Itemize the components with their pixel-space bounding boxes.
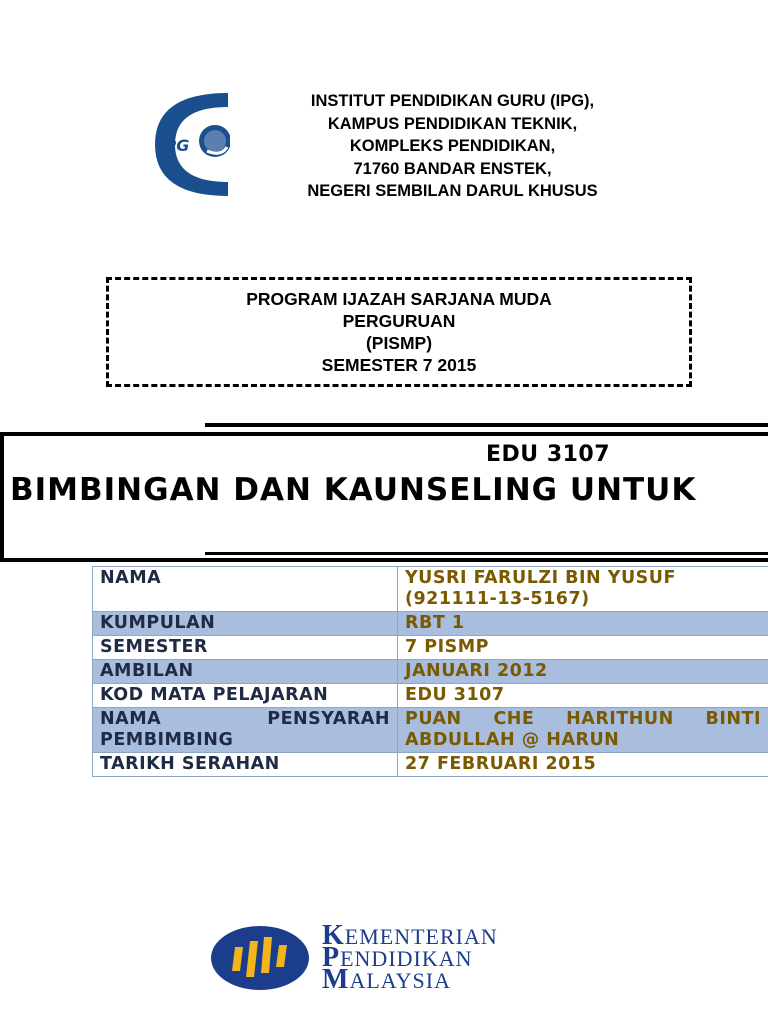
ministry-name: [322, 920, 498, 995]
value-word: PUAN: [405, 709, 462, 729]
table-row: [93, 612, 768, 636]
institution-line: NEGERI SEMBILAN DARUL KHUSUS: [307, 182, 598, 200]
value-word: CHE: [493, 709, 535, 729]
row-label: AMBILAN: [93, 660, 398, 684]
course-top-rule: [205, 423, 768, 427]
institution-line: INSTITUT PENDIDIKAN GURU (IPG),: [310, 92, 595, 110]
table-row: [93, 567, 768, 612]
row-value: EDU 3107: [398, 684, 768, 708]
row-value: [398, 567, 768, 612]
label-word: NAMA: [100, 709, 162, 729]
table-row: [93, 684, 768, 708]
ipg-logo-icon: [155, 93, 230, 196]
course-code: EDU 3107: [486, 442, 611, 467]
ministry-cap: P: [322, 942, 341, 973]
value-line: ABDULLAH @ HARUN: [405, 730, 620, 750]
program-box: [106, 277, 692, 387]
ministry-cap: M: [322, 964, 350, 995]
table-row: [93, 753, 768, 777]
ministry-rest: ALAYSIA: [349, 968, 451, 993]
program-line: PERGURUAN: [342, 311, 456, 331]
table-row: [93, 660, 768, 684]
institution-line: KAMPUS PENDIDIKAN TEKNIK,: [327, 114, 578, 133]
row-value: 7 PISMP: [398, 636, 768, 660]
value-line: YUSRI FARULZI BIN YUSUF: [405, 568, 676, 588]
row-label: NAMA: [93, 567, 398, 612]
table-row: [93, 636, 768, 660]
table-row: [93, 708, 768, 753]
institution-line: KOMPLEKS PENDIDIKAN,: [349, 137, 556, 155]
program-line: (PISMP): [365, 333, 433, 353]
program-line: SEMESTER 7 2015: [321, 355, 477, 375]
institution-address: [240, 90, 665, 203]
ipg-logo: [155, 93, 230, 196]
row-label: KOD MATA PELAJARAN: [93, 684, 398, 708]
row-value: [398, 708, 768, 753]
course-box: [0, 432, 768, 562]
row-label: KUMPULAN: [93, 612, 398, 636]
ipg-logo-text: iPG: [159, 136, 190, 155]
value-word: HARITHUN: [566, 709, 674, 729]
row-label: SEMESTER: [93, 636, 398, 660]
ministry-rest: ENDIDIKAN: [340, 946, 473, 971]
course-title: BIMBINGAN DAN KAUNSELING UNTUK: [10, 472, 697, 508]
row-value: RBT 1: [398, 612, 768, 636]
label-line: PEMBIMBING: [100, 730, 234, 750]
ministry-rest: EMENTERIAN: [344, 924, 498, 949]
program-line: PROGRAM IJAZAH SARJANA MUDA: [246, 289, 552, 309]
ministry-cap: K: [322, 920, 345, 951]
ministry-logo: [195, 910, 575, 1005]
value-word: BINTI: [705, 709, 761, 729]
row-label: [93, 708, 398, 753]
label-word: PENSYARAH: [267, 709, 390, 729]
institution-line: 71760 BANDAR ENSTEK,: [353, 159, 552, 178]
student-info-table: [92, 566, 768, 777]
course-bottom-rule: [205, 552, 768, 555]
row-value: JANUARI 2012: [398, 660, 768, 684]
row-value: 27 FEBRUARI 2015: [398, 753, 768, 777]
kpm-emblem-icon: [210, 925, 310, 991]
row-label: TARIKH SERAHAN: [93, 753, 398, 777]
value-line: (921111-13-5167): [405, 589, 590, 609]
